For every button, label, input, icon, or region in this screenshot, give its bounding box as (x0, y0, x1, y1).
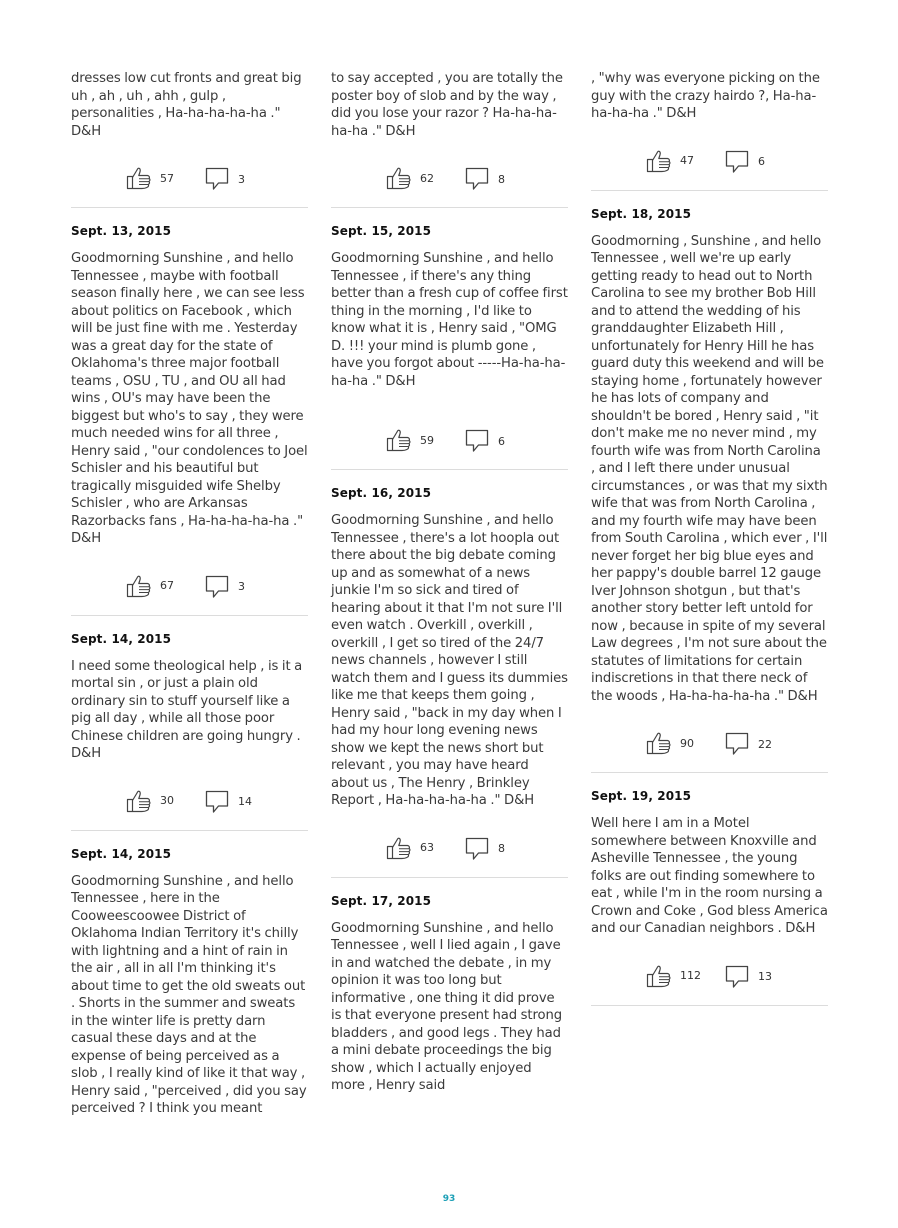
thumbs-up-icon (386, 166, 412, 190)
comment-count: 3 (238, 580, 245, 593)
thumbs-up-icon (126, 574, 152, 598)
post-date: Sept. 16, 2015 (331, 486, 432, 500)
like-button[interactable] (646, 964, 701, 988)
post (71, 847, 308, 1118)
post-actions (591, 731, 828, 771)
post-date: Sept. 14, 2015 (71, 631, 172, 646)
post-text: Goodmorning , Sunshine , and hello Tennessee , well we're up early getting ready to head out to North Carolina to see my brother Bob Hill and to attend the wedding of his granddaughter Elizabeth Hill , unfortunately for Henry Hill he has guard duty this weekend and will be staying home , fortunately however he has lots of company and shouldn't be bored , Henry said , "it don't make me no never mind , my fourth wife was from North Carolina , and I left there under unusual circumstances , or was that my sixth wife that was from North Carolina , and my fourth wife may have been from South Carolina , which ever , I'll never forget her big blue eyes and her pappy's double barrel 12 gauge Iver Johnson shotgun , but that's another story better left untold for now , because in spite of my several Law degrees , I'm not sure about the statutes of limitations for certain indiscretions in that there neck of the woods , Ha-ha-ha-ha-ha ." D&H (591, 233, 828, 704)
post-divider (591, 1005, 828, 1006)
like-button[interactable] (386, 428, 434, 452)
post (591, 789, 828, 1006)
thumbs-up-icon (126, 166, 152, 190)
post-date: Sept. 17, 2015 (331, 893, 432, 908)
post-text: Goodmorning Sunshine , and hello Tennessee , maybe with football season finally here , we can see less about politics on Facebook , which will be just fine with me . Yesterday was a great day for the state of Oklahoma's three major football teams , OSU , TU , and OU all had wins , OU's may have been the biggest but who's to say , they were much needed wins for all three , Henry said , "our condolences to Joel Schisler and his beautiful but tragically misguided wife Shelby Schisler , who are Arkansas Razorbacks fans , Ha-ha-ha-ha-ha ." D&H (71, 251, 308, 546)
post-text: Well here I am in a Motel somewhere between Knoxville and Asheville Tennessee , the young folks are out finding somewhere to eat , while I'm in the room nursing a Crown and Coke , God bless America and our Canadian neighbors . D&H (591, 816, 828, 936)
like-button[interactable] (386, 166, 434, 190)
comment-button[interactable] (464, 836, 505, 862)
post-text: to say accepted , you are totally the poster boy of slob and by the way , did you lose your razor ? Ha-ha-ha-ha-ha ." D&H (331, 71, 563, 139)
comment-count: 3 (238, 172, 245, 186)
post-date: Sept. 14, 2015 (71, 846, 172, 861)
column-3 (591, 70, 828, 1006)
speech-bubble-icon (464, 836, 490, 862)
post-text: , "why was everyone picking on the guy with the crazy hairdo ?, Ha-ha-ha-ha-ha ." D&H (591, 71, 820, 121)
like-count: 90 (680, 736, 694, 750)
post-text: Goodmorning Sunshine , and hello Tennessee , here in the Cooweescoowee District of Oklahoma Indian Territory it's chilly with lightning and a hint of rain in the air , all in all I'm thinking it's about time to get the old sweats out . Shorts in the summer and sweats in the winter life is pretty darn casual these days and at the expense of being perceived as a slob , I really kind of like it that way , Henry said , "perceived , did you say perceived ? I think you meant (71, 873, 307, 1116)
post-text: Goodmorning Sunshine , and hello Tennessee , there's a lot hoopla out there about the big debate coming up and as somewhat of a news junkie I'm so sick and tired of hearing about it that I'm not sure I'll even watch . Overkill , overkill , overkill , I get so tired of the 24/7 news channels , however I still watch them and I guess its dummies like me that keeps them going , Henry said , "back in my day when I had my hour long evening news show we kept the news short but relevant , you may have heard about us , The Henry , Brinkley Report , Ha-ha-ha-ha-ha ." D&H (331, 513, 568, 808)
post-actions (331, 428, 568, 468)
post-divider (71, 830, 308, 831)
comment-count: 6 (498, 434, 505, 448)
post-actions (71, 789, 308, 829)
comment-count: 6 (758, 155, 765, 168)
post-divider (71, 615, 308, 616)
like-button[interactable] (126, 166, 174, 190)
post-actions (331, 166, 568, 206)
like-count: 47 (680, 154, 694, 167)
post-date: Sept. 18, 2015 (591, 206, 692, 221)
speech-bubble-icon (724, 731, 750, 757)
post (71, 224, 308, 616)
like-button[interactable] (126, 789, 174, 813)
page-number: 93 (442, 1194, 456, 1204)
post-date: Sept. 15, 2015 (331, 224, 432, 238)
post-text: I need some theological help , is it a mortal sin , or just a plain old ordinary sin to stuff yourself like a pig all day , while all those poor Chinese children are going hungry . D&H (71, 658, 303, 761)
comment-button[interactable] (724, 731, 772, 757)
post-divider (71, 207, 308, 208)
speech-bubble-icon (204, 789, 230, 815)
thumbs-up-icon (386, 836, 412, 860)
thumbs-up-icon (646, 731, 672, 755)
like-button[interactable] (126, 574, 174, 598)
post-text: Goodmorning Sunshine , and hello Tennessee , well I lied again , I gave in and watched the debate , in my opinion it was too long but informative , one thing it did prove is that everyone present had strong bladders , and good legs . They had a mini debate proceedings the big show , which I actually enjoyed more , Henry said (331, 920, 562, 1093)
like-count: 67 (160, 579, 174, 592)
post-divider (331, 877, 568, 878)
post-actions (591, 149, 828, 189)
post (331, 224, 568, 470)
comment-button[interactable] (204, 166, 245, 192)
post (331, 894, 568, 1095)
comment-button[interactable] (204, 574, 245, 600)
thumbs-up-icon (646, 149, 672, 173)
like-count: 63 (420, 841, 434, 854)
post-date: Sept. 19, 2015 (591, 789, 692, 803)
like-button[interactable] (646, 731, 694, 755)
speech-bubble-icon (204, 574, 230, 600)
comment-button[interactable] (464, 166, 505, 192)
comment-button[interactable] (204, 789, 252, 815)
column-1 (71, 70, 308, 1118)
like-count: 62 (420, 171, 434, 185)
post (591, 207, 828, 774)
like-count: 59 (420, 433, 434, 447)
speech-bubble-icon (724, 149, 750, 175)
post-divider (331, 469, 568, 470)
comment-count: 8 (498, 172, 505, 186)
thumbs-up-icon (646, 964, 672, 988)
like-button[interactable] (386, 836, 434, 860)
post (331, 486, 568, 878)
like-button[interactable] (646, 149, 694, 173)
post-divider (591, 772, 828, 773)
comment-button[interactable] (464, 428, 505, 454)
speech-bubble-icon (464, 428, 490, 454)
speech-bubble-icon (464, 166, 490, 192)
speech-bubble-icon (204, 166, 230, 192)
speech-bubble-icon (724, 964, 750, 990)
comment-count: 22 (758, 737, 772, 751)
post (71, 632, 308, 831)
comment-count: 14 (238, 795, 252, 808)
post-divider (331, 207, 568, 208)
thumbs-up-icon (386, 428, 412, 452)
like-count: 112 (680, 969, 701, 982)
post-text: Goodmorning Sunshine , and hello Tennessee , if there's any thing better than a fresh cup of coffee first thing in the morning , I'd like to know what it is , Henry said , "OMG D. !!! your mind is plumb gone , have you forgot about -----Ha-ha-ha-ha-ha ." D&H (331, 251, 568, 389)
thumbs-up-icon (126, 789, 152, 813)
post-actions (331, 836, 568, 876)
post-text: dresses low cut fronts and great big uh , ah , uh , ahh , gulp , personalities , Ha-ha-ha-ha-ha ." D&H (71, 71, 302, 139)
comment-button[interactable] (724, 964, 772, 990)
post-actions (71, 166, 308, 206)
comment-count: 8 (498, 842, 505, 855)
column-2 (331, 70, 568, 1095)
post-actions (71, 574, 308, 614)
comment-button[interactable] (724, 149, 765, 175)
post-date: Sept. 13, 2015 (71, 224, 172, 238)
post-actions (591, 964, 828, 1004)
like-count: 57 (160, 171, 174, 185)
like-count: 30 (160, 794, 174, 807)
post-divider (591, 190, 828, 191)
comment-count: 13 (758, 970, 772, 983)
